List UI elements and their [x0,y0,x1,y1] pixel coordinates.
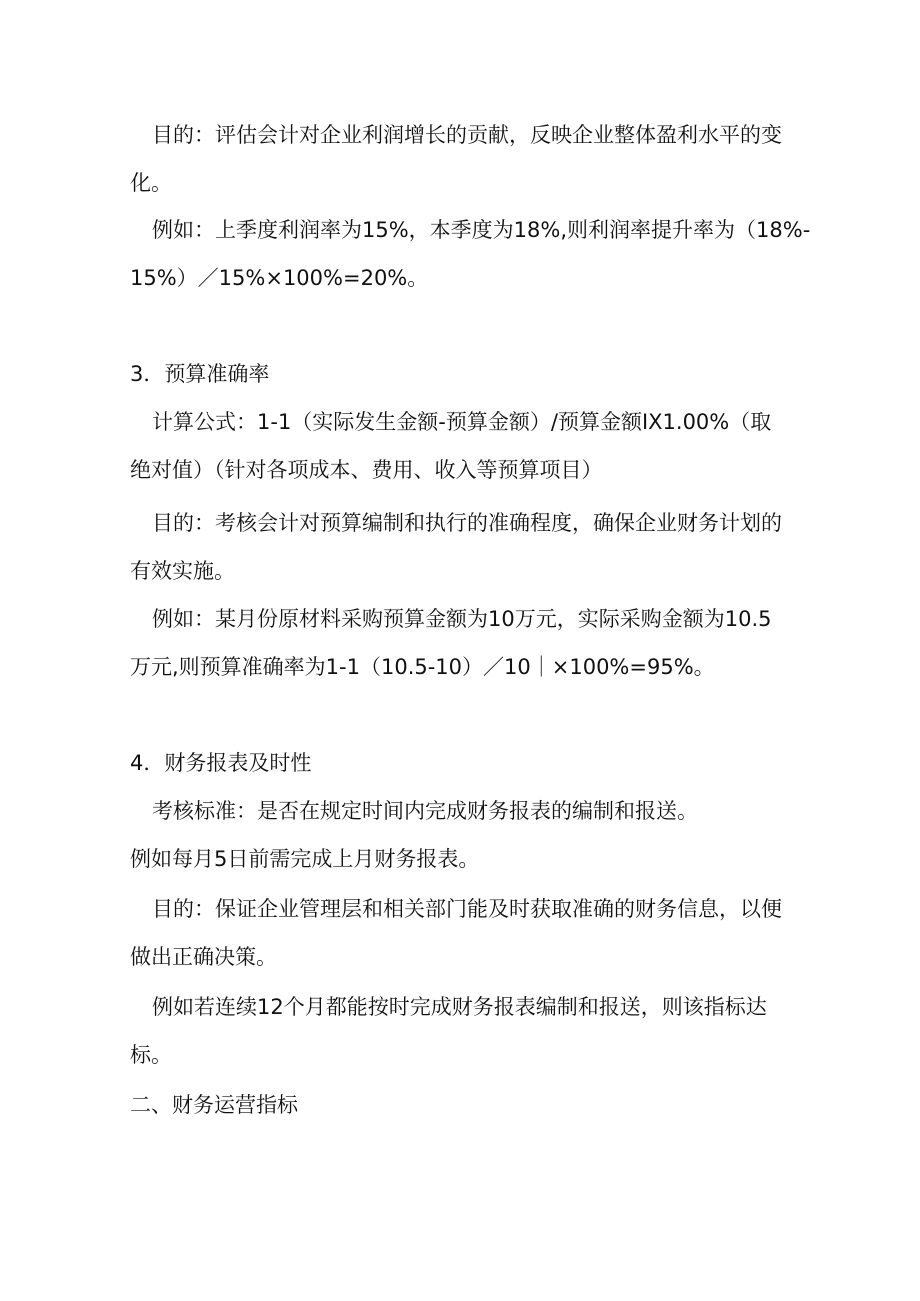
example-paragraph-line: 例如：某月份原材料采购预算金额为10万元，实际采购金额为10.5 [152,607,772,631]
formula-paragraph-line: 绝对值）（针对各项成本、费用、收入等预算项目） [130,458,603,482]
section-heading-budget-accuracy: 3．预算准确率 [130,362,270,386]
example-paragraph-line: 万元,则预算准确率为1-1（10.5-10）／10｜×100%=95%。 [130,655,715,679]
purpose-paragraph-line: 目的：评估会计对企业利润增长的贡献，反映企业整体盈利水平的变 [152,123,782,147]
section-heading-financial-operations: 二、财务运营指标 [130,1093,298,1117]
criteria-paragraph-line: 考核标准：是否在规定时间内完成财务报表的编制和报送。 [152,799,698,823]
example-paragraph-line: 例如若连续12个月都能按时完成财务报表编制和报送，则该指标达 [152,995,767,1019]
purpose-paragraph-line: 化。 [130,171,172,195]
formula-paragraph-line: 计算公式：1-1（实际发生金额-预算金额）/预算金额IX1.00%（取 [152,410,772,434]
purpose-paragraph-line: 目的：考核会计对预算编制和执行的准确程度，确保企业财务计划的 [152,511,782,535]
purpose-paragraph-line: 有效实施。 [130,559,235,583]
example-paragraph-line: 例如：上季度利润率为15%，本季度为18%,则利润率提升率为（18%- [152,218,811,242]
example-paragraph-line: 15%）／15%×100%=20%。 [130,266,429,290]
section-heading-report-timeliness: 4．财务报表及时性 [130,751,312,775]
criteria-paragraph-line: 例如每月5日前需完成上月财务报表。 [130,847,480,871]
purpose-paragraph-line: 做出正确决策。 [130,945,277,969]
example-paragraph-line: 标。 [130,1043,172,1067]
purpose-paragraph-line: 目的：保证企业管理层和相关部门能及时获取准确的财务信息，以便 [152,897,782,921]
